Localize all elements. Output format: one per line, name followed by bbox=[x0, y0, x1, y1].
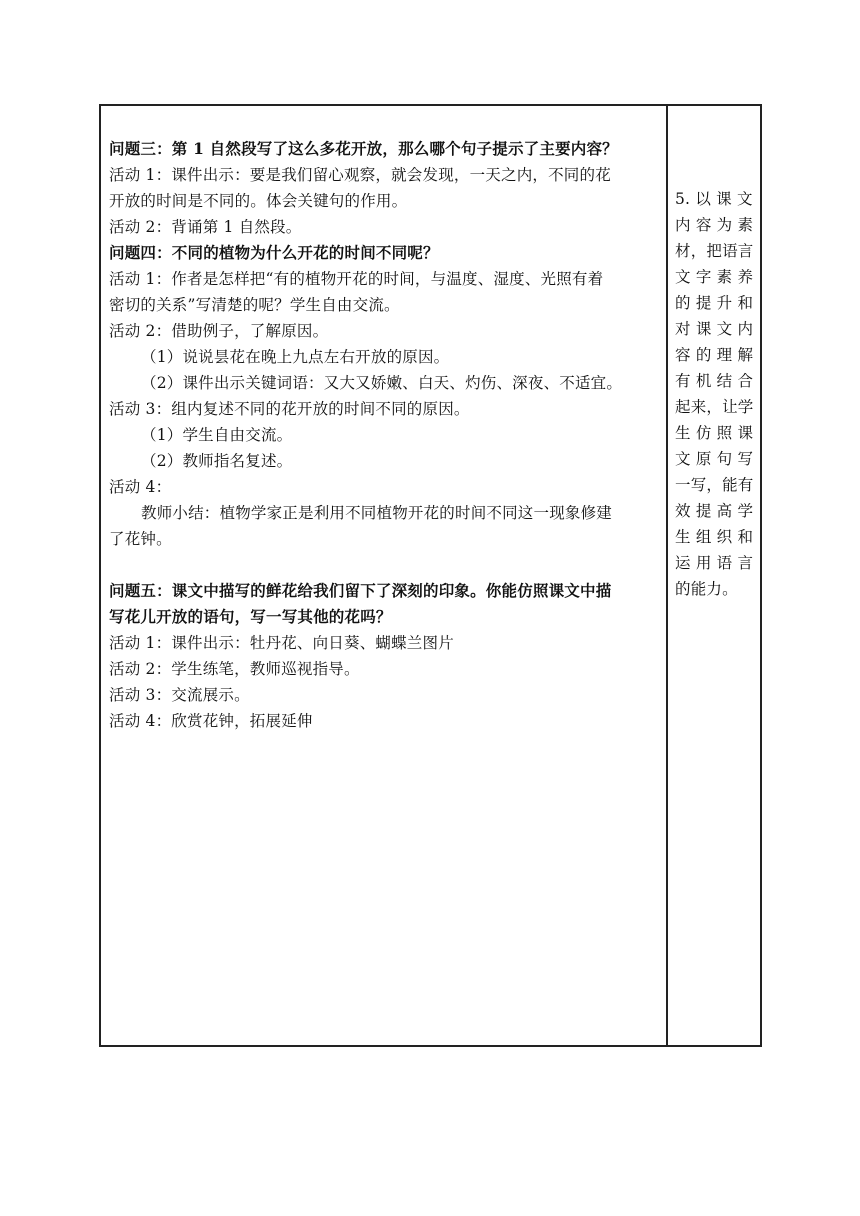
side-note-line: 容 的 理 解 bbox=[675, 346, 754, 364]
q5-activity-1: 活动 1：课件出示：牡丹花、向日葵、蝴蝶兰图片 bbox=[109, 634, 454, 652]
side-note-line: 内 容 为 素 bbox=[675, 216, 754, 234]
side-note-line: 文 字 素 养 bbox=[675, 268, 754, 286]
q3-title: 问题三：第 1 自然段写了这么多花开放，那么哪个句子提示了主要内容？ bbox=[109, 139, 618, 158]
side-note-line: 起来，让学 bbox=[675, 398, 754, 416]
side-note-line: 文 原 句 写 bbox=[675, 450, 754, 468]
q3-activity-1-line-2: 开放的时间是不同的。体会关键句的作用。 bbox=[109, 192, 408, 210]
side-note-line: 生 组 织 和 bbox=[675, 528, 754, 546]
side-note-line: 5. 以 课 文 bbox=[675, 190, 753, 208]
side-note-line: 有 机 结 合 bbox=[675, 372, 754, 390]
q4-activity-1-line-1: 活动 1：作者是怎样把“有的植物开花的时间，与温度、湿度、光照有着 bbox=[109, 270, 604, 288]
q5-activity-3: 活动 3：交流展示。 bbox=[109, 686, 250, 704]
q4-activity-4: 活动 4： bbox=[109, 478, 172, 496]
side-note-line: 生 仿 照 课 bbox=[675, 424, 754, 442]
side-note-line: 的 提 升 和 bbox=[675, 294, 754, 312]
q5-activity-4: 活动 4：欣赏花钟，拓展延伸 bbox=[109, 712, 313, 730]
side-note-line: 运 用 语 言 bbox=[675, 554, 754, 572]
q5-title-line-1: 问题五：课文中描写的鲜花给我们留下了深刻的印象。你能仿照课文中描 bbox=[109, 581, 612, 600]
teacher-summary-line-2: 了花钟。 bbox=[109, 530, 172, 548]
q4-activity-1-line-2: 密切的关系”写清楚的呢？学生自由交流。 bbox=[109, 296, 400, 314]
side-note-line: 效 提 高 学 bbox=[675, 502, 754, 520]
q3-activity-1-line-1: 活动 1：课件出示：要是我们留心观察，就会发现，一天之内，不同的花 bbox=[109, 166, 611, 184]
main-content-cell bbox=[109, 136, 659, 734]
q5-activity-2: 活动 2：学生练笔，教师巡视指导。 bbox=[109, 660, 360, 678]
blank-line bbox=[109, 552, 659, 578]
q4-activity-3-sub-2: （2）教师指名复述。 bbox=[141, 452, 293, 470]
side-note-line: 一写，能有 bbox=[675, 476, 754, 494]
q4-title: 问题四：不同的植物为什么开花的时间不同呢？ bbox=[109, 243, 439, 262]
teacher-summary-line-1: 教师小结：植物学家正是利用不同植物开花的时间不同这一现象修建 bbox=[141, 504, 613, 522]
q5-title-line-2: 写花儿开放的语句，写一写其他的花吗？ bbox=[109, 607, 392, 626]
q3-activity-2: 活动 2：背诵第 1 自然段。 bbox=[109, 218, 302, 236]
design-intent-cell bbox=[675, 186, 757, 602]
q4-activity-2-sub-2: （2）课件出示关键词语：又大又娇嫩、白天、灼伤、深夜、不适宜。 bbox=[141, 374, 623, 392]
column-divider bbox=[666, 106, 668, 1045]
q4-activity-3-sub-1: （1）学生自由交流。 bbox=[141, 426, 293, 444]
side-note-line: 材，把语言 bbox=[675, 242, 754, 260]
q4-activity-2-sub-1: （1）说说昙花在晚上九点左右开放的原因。 bbox=[141, 348, 450, 366]
side-note-line: 对 课 文 内 bbox=[675, 320, 754, 338]
q4-activity-2: 活动 2：借助例子，了解原因。 bbox=[109, 322, 329, 340]
side-note-line: 的能力。 bbox=[675, 580, 738, 598]
lesson-plan-table bbox=[99, 104, 762, 1047]
q4-activity-3: 活动 3：组内复述不同的花开放的时间不同的原因。 bbox=[109, 400, 470, 418]
